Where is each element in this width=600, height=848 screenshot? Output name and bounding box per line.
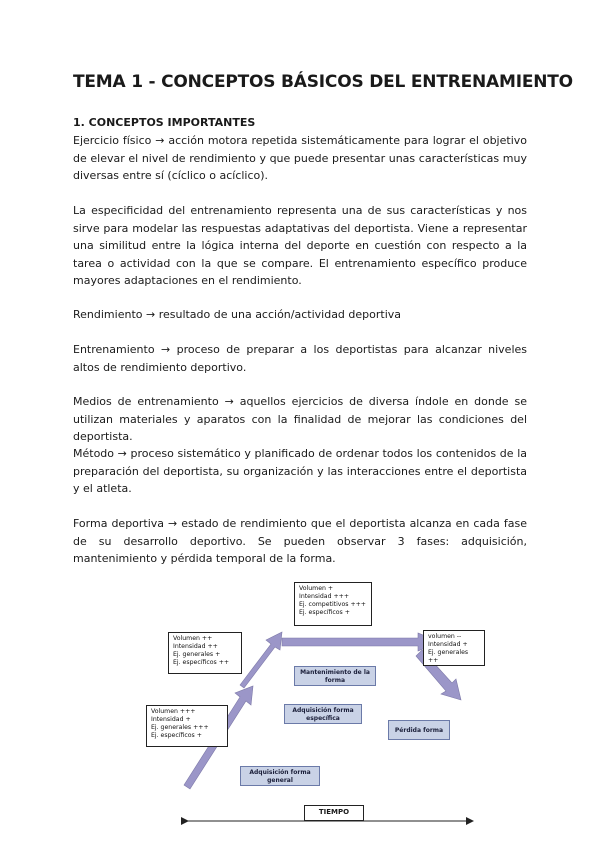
paragraph-entrenamiento: Entrenamiento → proceso de preparar a los deportistas para alcanzar niveles altos de rendimiento deportivo. [73, 343, 527, 374]
forma-deportiva-diagram [140, 570, 480, 840]
paragraph-rendimiento: Rendimiento → resultado de una acción/actividad deportiva [73, 308, 402, 321]
arrow-specific-acquisition [240, 632, 282, 688]
phase-maintenance: Mantenimiento de la forma [294, 666, 376, 686]
paragraph-ejercicio-fisico: Ejercicio físico → acción motora repetida sistemáticamente para lograr el objetivo de elevar el nivel de rendimiento y que puede presentar unas características muy diversas entre sí (cíclico o acíclico). [73, 134, 527, 182]
page-title: TEMA 1 - CONCEPTOS BÁSICOS DEL ENTRENAMIENTO [73, 72, 573, 92]
phase-specific-acquisition: Adquisición forma específica [284, 704, 362, 724]
paragraph-forma-deportiva: Forma deportiva → estado de rendimiento que el deportista alcanza en cada fase de su desarrollo deportivo. Se pueden observar 3 fases: adquisición, mantenimiento y pérdida temporal de la forma. [73, 517, 527, 565]
time-label: TIEMPO [304, 805, 364, 821]
phase-loss: Pérdida forma [388, 720, 450, 740]
paragraph-metodo: Método → proceso sistemático y planificado de ordenar todos los contenidos de la preparación del deportista, su organización y las interacciones entre el deportista y el atleta. [73, 447, 527, 495]
box-top-volume: Volumen + Intensidad +++ Ej. competitivos +++ Ej. específicos + [294, 582, 372, 626]
box-left-upper-volume: Volumen ++ Intensidad ++ Ej. generales + Ej. específicos ++ [168, 632, 242, 674]
arrow-maintenance [282, 633, 440, 651]
box-left-lower-volume: Volumen +++ Intensidad + Ej. generales +++ Ej. específicos + [146, 705, 228, 747]
section-heading: 1. CONCEPTOS IMPORTANTES [73, 116, 256, 129]
phase-general-acquisition: Adquisición forma general [240, 766, 320, 786]
paragraph-especificidad: La especificidad del entrenamiento representa una de sus características y nos sirve para modelar las respuestas adaptativas del deportista. Viene a representar una similitud entre la lógica interna del deporte en cuestión con respecto a la tarea o actividad con la que se compare. El entrenamiento específico produce mayores adaptaciones en el rendimiento. [73, 204, 527, 287]
box-right-volume: volumen -- Intensidad + Ej. generales ++ [423, 630, 485, 666]
paragraph-medios: Medios de entrenamiento → aquellos ejercicios de diversa índole en donde se utilizan materiales y aparatos con la finalidad de mejorar las condiciones del deportista. [73, 395, 527, 443]
